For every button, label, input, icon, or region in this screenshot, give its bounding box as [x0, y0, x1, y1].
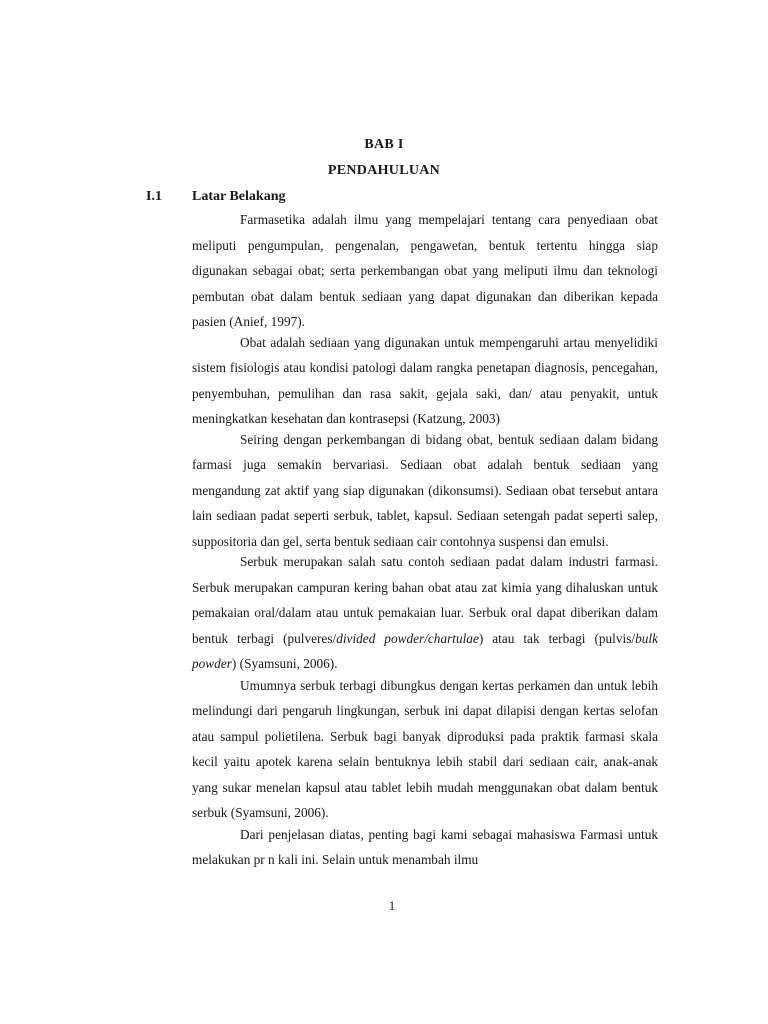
- paragraph: Umumnya serbuk terbagi dibungkus dengan kertas perkamen dan untuk lebih melindungi dari pengaruh lingkungan, serbuk ini dapat dilapisi dengan kertas selofan atau sampul polietilena. Serbuk bagi banyak diproduksi pada praktik farmasi skala kecil yaitu apotek karena selain bentuknya lebih stabil dari sediaan cair, anak-anak yang sukar menelan kapsul atau tablet lebih mudah menggunakan obat dalam bentuk serbuk (Syamsuni, 2006).: [192, 677, 658, 820]
- page-number: 1: [380, 898, 404, 920]
- body-text: [192, 207, 658, 873]
- paragraph: [192, 549, 658, 677]
- italic-term: divided powder/chartulae: [336, 630, 479, 646]
- paragraph: Obat adalah sediaan yang digunakan untuk mempengaruhi artau menyelidiki sistem fisiologis atau kondisi patologi dalam rangka penetapan diagnosis, pencegahan, penyembuhan, pemulihan dan rasa sakit, gejala saki, dan/ atau penyakit, untuk meningkatkan kesehatan dan kontrasepsi (Katzung, 2003): [192, 334, 658, 426]
- paragraph-text: ) (Syamsuni, 2006).: [231, 656, 338, 671]
- chapter-heading: BAB I: [364, 137, 404, 152]
- chapter-title: PENDAHULUAN: [327, 163, 441, 178]
- paragraph-text: Serbuk merupakan salah satu contoh sediaan padat dalam industri farmasi. Serbuk merupakan campuran kering bahan obat atau zat kimia yang dihaluskan untuk pemakaian oral/dalam atau untuk pemakaian luar. Serbuk oral dapat diberikan dalam bentuk terbagi (pulveres/: [192, 554, 658, 646]
- paragraph: Seiring dengan perkembangan di bidang obat, bentuk sediaan dalam bidang farmasi juga semakin bervariasi. Sediaan obat adalah bentuk sediaan yang mengandung zat aktif yang siap digunakan (dikonsumsi). Sediaan obat tersebut antara lain sediaan padat seperti serbuk, tablet, kapsul. Sediaan setengah padat seperti salep, suppositoria dan gel, serta bentuk sediaan cair contohnya suspensi dan emulsi.: [192, 431, 658, 549]
- paragraph: Farmasetika adalah ilmu yang mempelajari tentang cara penyediaan obat meliputi pengumpulan, pengenalan, pengawetan, bentuk tertentu hingga siap digunakan sebagai obat; serta perkembangan obat yang meliputi ilmu dan teknologi pembutan obat dalam bentuk sediaan yang dapat digunakan dan diberikan kepada pasien (Anief, 1997).: [192, 212, 658, 329]
- section-title: Latar Belakang: [192, 189, 286, 204]
- italic-term: bulk powder: [192, 630, 658, 671]
- section-number: I.1: [146, 189, 162, 204]
- paragraph: Dari penjelasan diatas, penting bagi kami sebagai mahasiswa Farmasi untuk melakukan pr n kali ini. Selain untuk menambah ilmu: [192, 826, 658, 867]
- paragraph-text: ) atau tak terbagi (pulvis/: [478, 630, 636, 646]
